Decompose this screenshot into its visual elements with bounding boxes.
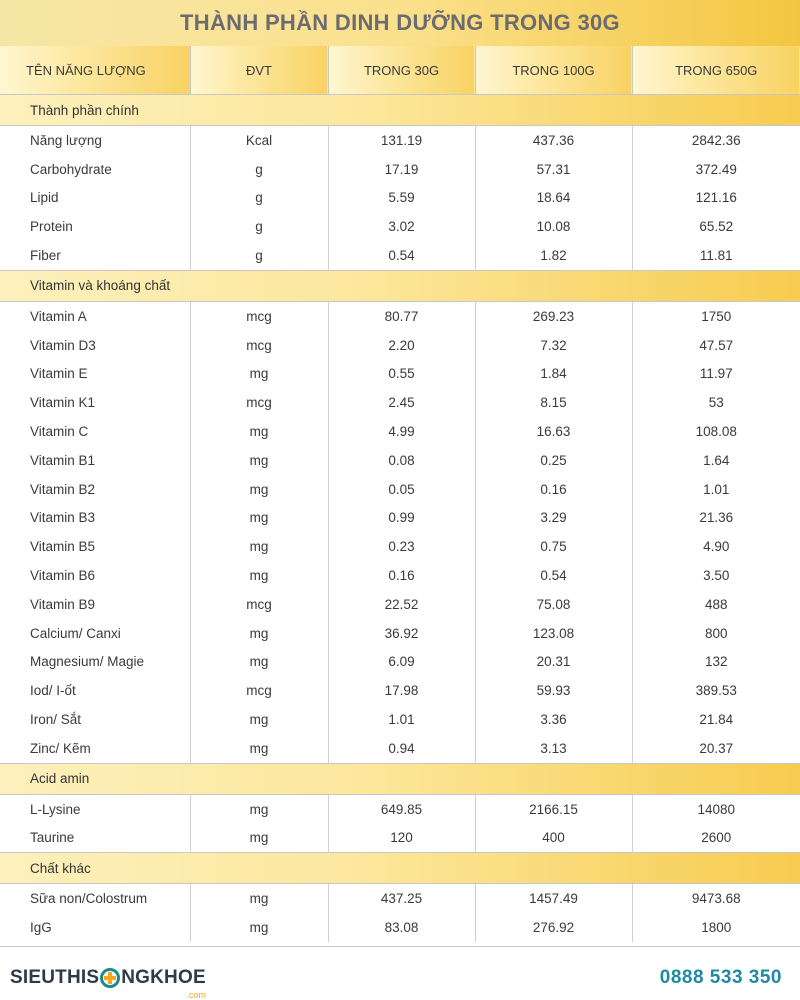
unit-cell: g [190, 241, 328, 270]
table-row [0, 301, 800, 330]
value-100g: 269.23 [475, 301, 632, 330]
table-row [0, 532, 800, 561]
nutrition-table [0, 46, 800, 942]
unit-cell: mg [190, 504, 328, 533]
unit-cell: mg [190, 619, 328, 648]
value-30g: 17.19 [328, 155, 475, 184]
value-650g: 1.01 [703, 481, 730, 497]
value-30g: 22.52 [328, 590, 475, 619]
value-30g: 0.94 [328, 734, 475, 763]
value-30g: 0.08 [328, 446, 475, 475]
nutrient-name: Carbohydrate [0, 155, 190, 184]
value-100g: 437.36 [475, 126, 632, 155]
table-row [0, 155, 800, 184]
unit-cell: mg [190, 561, 328, 590]
table-row [0, 475, 800, 504]
nutrient-name: Vitamin D3 [0, 331, 190, 360]
table-row [0, 388, 800, 417]
value-100g: 3.29 [475, 504, 632, 533]
table-row [0, 648, 800, 677]
value-650g: 488 [704, 596, 728, 612]
unit-cell: mg [190, 794, 328, 823]
table-body [0, 95, 800, 942]
value-30g: 0.54 [328, 241, 475, 270]
value-30g: 6.09 [328, 648, 475, 677]
section-row [0, 95, 800, 126]
value-650g: 121.16 [695, 190, 737, 206]
table-row [0, 212, 800, 241]
value-100g: 59.93 [475, 676, 632, 705]
value-30g: 5.59 [328, 184, 475, 213]
table-bottom-border [0, 946, 800, 947]
nutrient-name: Vitamin B5 [0, 532, 190, 561]
value-30g: 649.85 [328, 794, 475, 823]
unit-cell: mg [190, 532, 328, 561]
value-650g: 53 [708, 395, 724, 411]
value-650g: 20.37 [699, 740, 734, 756]
nutrient-name: Protein [0, 212, 190, 241]
value-30g: 36.92 [328, 619, 475, 648]
unit-cell: g [190, 155, 328, 184]
value-650g: 21.84 [699, 712, 734, 728]
value-650g: 11.81 [699, 248, 733, 264]
table-row [0, 884, 800, 913]
value-100g: 2166.15 [475, 794, 632, 823]
value-30g: 83.08 [328, 913, 475, 942]
table-row [0, 913, 800, 942]
column-header-100g: TRONG 100G [475, 46, 632, 95]
table-header-row [0, 46, 800, 95]
unit-cell: Kcal [190, 126, 328, 155]
table-row [0, 331, 800, 360]
value-100g: 0.54 [475, 561, 632, 590]
value-650g: 47.57 [699, 337, 734, 353]
title-bar [0, 0, 800, 46]
table-row [0, 676, 800, 705]
value-650g: 108.08 [695, 424, 737, 440]
table-row [0, 824, 800, 853]
value-100g: 1.82 [475, 241, 632, 270]
brand-text-left: SIEUTHIS [10, 966, 100, 988]
column-header-name: TÊN NĂNG LƯỢNG [0, 46, 190, 95]
value-100g: 3.13 [475, 734, 632, 763]
value-100g: 75.08 [475, 590, 632, 619]
unit-cell: mg [190, 913, 328, 942]
nutrient-name: Taurine [0, 824, 190, 853]
nutrient-name: Iod/ I-ốt [0, 676, 190, 705]
plus-circle-icon [100, 968, 120, 988]
nutrient-name: Zinc/ Kẽm [0, 734, 190, 763]
brand-logo [10, 966, 206, 1000]
nutrient-name: Vitamin E [0, 360, 190, 389]
value-650g: 1.64 [703, 452, 730, 468]
unit-cell: mcg [190, 388, 328, 417]
table-row [0, 561, 800, 590]
value-100g: 7.32 [475, 331, 632, 360]
value-100g: 1457.49 [475, 884, 632, 913]
nutrient-name: Vitamin B2 [0, 475, 190, 504]
table-row [0, 504, 800, 533]
section-row [0, 853, 800, 884]
value-650g: 2842.36 [691, 132, 741, 148]
value-30g: 0.16 [328, 561, 475, 590]
table-row [0, 241, 800, 270]
unit-cell: mg [190, 360, 328, 389]
unit-cell: mcg [190, 331, 328, 360]
unit-cell: mg [190, 648, 328, 677]
value-30g: 120 [328, 824, 475, 853]
value-100g: 16.63 [475, 417, 632, 446]
nutrient-name: Magnesium/ Magie [0, 648, 190, 677]
value-30g: 2.20 [328, 331, 475, 360]
nutrient-name: IgG [0, 913, 190, 942]
value-650g: 372.49 [695, 161, 737, 177]
unit-cell: mcg [190, 676, 328, 705]
value-650g: 1750 [701, 308, 732, 324]
value-100g: 0.16 [475, 475, 632, 504]
value-100g: 276.92 [475, 913, 632, 942]
value-650g: 389.53 [695, 683, 737, 699]
unit-cell: mg [190, 734, 328, 763]
value-30g: 80.77 [328, 301, 475, 330]
unit-cell: mg [190, 824, 328, 853]
unit-cell: mg [190, 446, 328, 475]
value-100g: 3.36 [475, 705, 632, 734]
value-650g: 132 [704, 654, 728, 670]
table-row [0, 184, 800, 213]
nutrient-name: Vitamin K1 [0, 388, 190, 417]
table-row [0, 446, 800, 475]
value-650g: 800 [704, 625, 728, 641]
nutrient-name: Calcium/ Canxi [0, 619, 190, 648]
nutrient-name: Iron/ Sắt [0, 705, 190, 734]
table-row [0, 734, 800, 763]
nutrient-name: Vitamin B6 [0, 561, 190, 590]
value-30g: 131.19 [328, 126, 475, 155]
nutrient-name: Sữa non/Colostrum [0, 884, 190, 913]
nutrient-name: Vitamin B3 [0, 504, 190, 533]
page-title: THÀNH PHẦN DINH DƯỠNG TRONG 30G [180, 10, 620, 35]
table-row [0, 619, 800, 648]
table-row [0, 705, 800, 734]
value-650g: 9473.68 [691, 891, 741, 907]
table-row [0, 590, 800, 619]
unit-cell: mcg [190, 590, 328, 619]
value-30g: 0.23 [328, 532, 475, 561]
value-650g: 21.36 [699, 510, 734, 526]
footer [0, 955, 800, 1000]
unit-cell: g [190, 212, 328, 241]
nutrient-name: Vitamin B9 [0, 590, 190, 619]
table-row [0, 126, 800, 155]
value-100g: 1.84 [475, 360, 632, 389]
unit-cell: mg [190, 884, 328, 913]
value-30g: 3.02 [328, 212, 475, 241]
section-title: Thành phần chính [0, 95, 800, 126]
value-100g: 0.25 [475, 446, 632, 475]
table-row [0, 360, 800, 389]
value-650g: 4.90 [703, 539, 730, 555]
unit-cell: g [190, 184, 328, 213]
section-title: Chất khác [0, 853, 800, 884]
nutrient-name: Lipid [0, 184, 190, 213]
section-row [0, 270, 800, 301]
value-30g: 0.55 [328, 360, 475, 389]
value-650g: 3.50 [703, 568, 730, 584]
unit-cell: mg [190, 475, 328, 504]
value-650g: 11.97 [699, 366, 733, 382]
value-650g: 2600 [701, 830, 732, 846]
value-650g: 14080 [697, 801, 736, 817]
column-header-650g: TRONG 650G [632, 46, 800, 95]
nutrient-name: L-Lysine [0, 794, 190, 823]
section-title: Acid amin [0, 763, 800, 794]
value-100g: 0.75 [475, 532, 632, 561]
column-header-unit: ĐVT [190, 46, 328, 95]
nutrient-name: Vitamin B1 [0, 446, 190, 475]
unit-cell: mg [190, 705, 328, 734]
section-title: Vitamin và khoáng chất [0, 270, 800, 301]
value-100g: 10.08 [475, 212, 632, 241]
brand-domain-suffix: .com [186, 989, 206, 1000]
nutrient-name: Vitamin A [0, 301, 190, 330]
value-100g: 18.64 [475, 184, 632, 213]
section-row [0, 763, 800, 794]
value-30g: 437.25 [328, 884, 475, 913]
table-row [0, 417, 800, 446]
value-100g: 8.15 [475, 388, 632, 417]
value-650g: 1800 [701, 920, 732, 936]
nutrient-name: Năng lượng [0, 126, 190, 155]
value-30g: 17.98 [328, 676, 475, 705]
unit-cell: mg [190, 417, 328, 446]
value-100g: 20.31 [475, 648, 632, 677]
column-header-30g: TRONG 30G [328, 46, 475, 95]
value-30g: 4.99 [328, 417, 475, 446]
value-30g: 0.99 [328, 504, 475, 533]
value-30g: 0.05 [328, 475, 475, 504]
value-100g: 57.31 [475, 155, 632, 184]
value-650g: 65.52 [699, 219, 734, 235]
brand-text-right: NGKHOE [121, 966, 206, 988]
value-30g: 2.45 [328, 388, 475, 417]
nutrient-name: Vitamin C [0, 417, 190, 446]
value-100g: 400 [475, 824, 632, 853]
table-row [0, 794, 800, 823]
phone-number: 0888 533 350 [659, 966, 782, 988]
value-30g: 1.01 [328, 705, 475, 734]
value-100g: 123.08 [475, 619, 632, 648]
nutrient-name: Fiber [0, 241, 190, 270]
unit-cell: mcg [190, 301, 328, 330]
